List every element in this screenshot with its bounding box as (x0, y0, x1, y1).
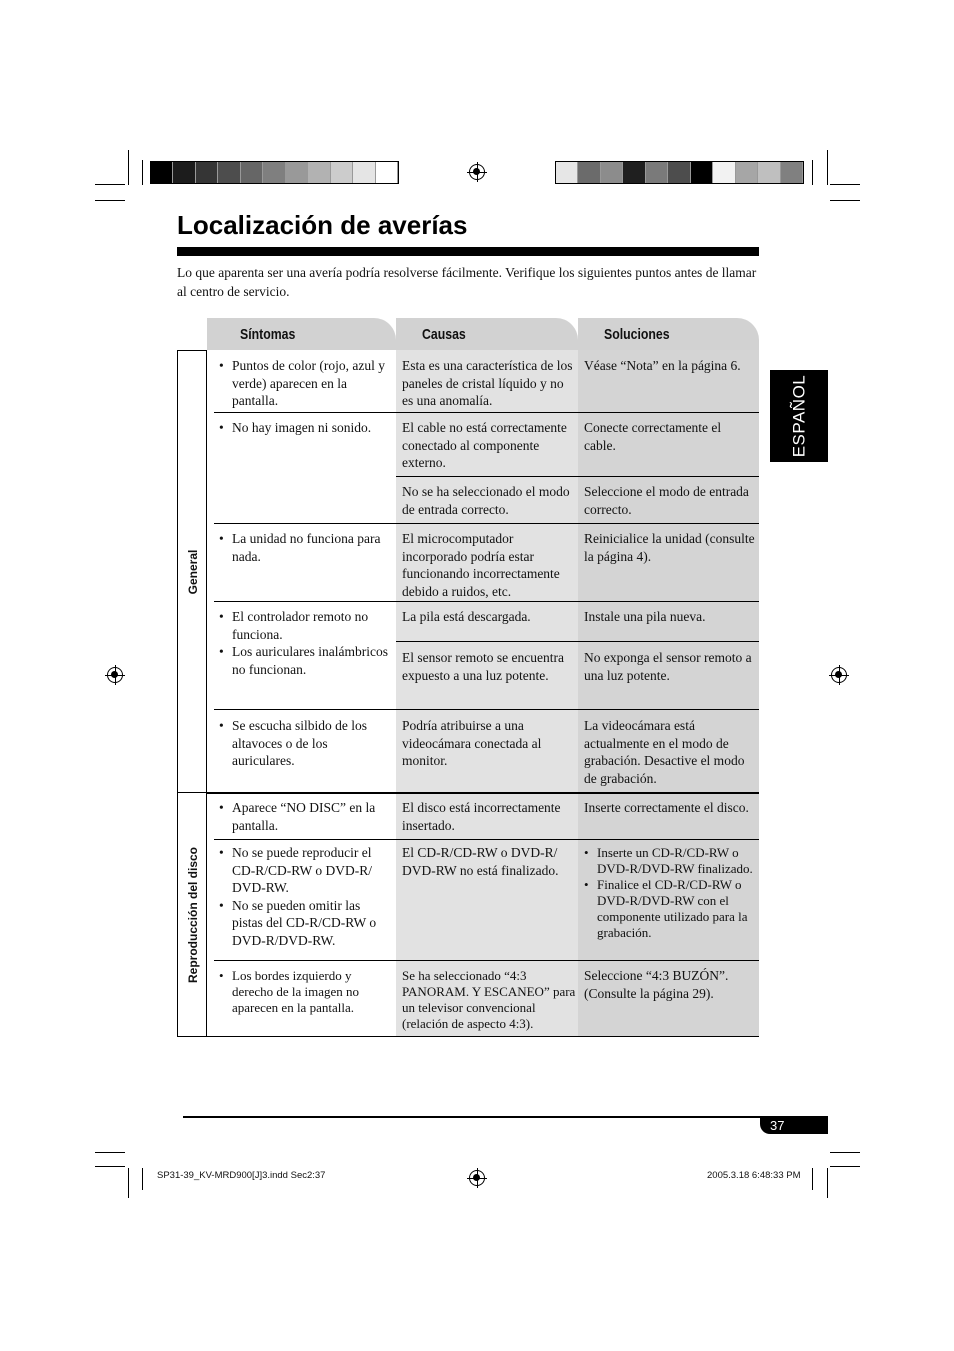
solution-cell: • Inserte un CD-R/CD-RW o DVD-R/DVD-RW finalizado. • Finalice el CD-R/CD-RW o DVD-R/DVD-RW con el componente utilizado para la grabación. (584, 845, 756, 941)
row-separator (214, 960, 759, 961)
table-row: • Aparece “NO DISC” en la pantalla. (219, 799, 389, 834)
color-swatch (263, 162, 285, 183)
cause-cell: Se ha seleccionado “4:3 PANORAM. Y ESCANEO” para un televisor convencional (relación de aspecto 4:3). (402, 968, 576, 1031)
color-swatch (668, 162, 690, 183)
table-row: • El controlador remoto no funciona. • Los auriculares inalámbricos no funcionan. (219, 608, 391, 678)
cause-cell: El CD-R/CD-RW o DVD-R/ DVD-RW no está finalizado. (402, 845, 559, 878)
crop-mark (95, 1166, 125, 1167)
section-general-label: General (186, 549, 200, 595)
cause-cell: El sensor remoto se encuentra expuesto a una luz potente. (402, 650, 564, 683)
color-swatch (781, 162, 803, 183)
solution-cell: Seleccione “4:3 BUZÓN”. (Consulte la página 29). (584, 968, 729, 1001)
title-rule (177, 247, 759, 256)
color-swatch (601, 162, 623, 183)
table-row: • No hay imagen ni sonido. (219, 419, 389, 437)
crop-mark (95, 1152, 125, 1153)
crop-mark (95, 200, 125, 201)
color-swatch (331, 162, 353, 183)
crop-mark (812, 160, 813, 185)
section-general (177, 350, 207, 793)
color-swatch (376, 162, 398, 183)
color-calibration-bar-left (150, 161, 399, 184)
crop-mark (830, 184, 860, 185)
table-bottom-rule (177, 1036, 759, 1037)
row-separator (214, 601, 759, 602)
color-swatch (308, 162, 330, 183)
header-solutions: Soluciones (578, 318, 759, 350)
solution-cell: Seleccione el modo de entrada correcto. (584, 484, 749, 517)
cause-cell: El cable no está correctamente conectado al componente externo. (402, 420, 567, 470)
table-row: • Los bordes izquierdo y derecho de la imagen no aparecen en la pantalla. (219, 968, 391, 1016)
table-row: • La unidad no funciona para nada. (219, 530, 389, 565)
header-causes: Causas (396, 318, 578, 350)
solution-cell: Inserte correctamente el disco. (584, 800, 749, 815)
cause-cell: El microcomputador incorporado podría estar funcionando incorrectamente debido a ruidos, etc. (402, 531, 560, 599)
header-symptoms: Síntomas (207, 318, 396, 350)
section-separator (207, 792, 759, 794)
date-slug: 2005.3.18 6:48:33 PM (707, 1170, 801, 1181)
footer-rule (183, 1116, 828, 1118)
cause-cell: El disco está incorrectamente insertado. (402, 800, 561, 833)
solution-cell: No exponga el sensor remoto a una luz potente. (584, 650, 752, 683)
row-separator (214, 709, 759, 710)
page-title: Localización de averías (177, 210, 468, 240)
color-swatch (286, 162, 308, 183)
crop-mark (830, 1152, 860, 1153)
crop-mark (142, 160, 143, 185)
registration-mark-icon (469, 164, 485, 180)
color-swatch (196, 162, 218, 183)
color-swatch (353, 162, 375, 183)
cause-cell: Esta es una característica de los paneles de cristal líquido y no es una anomalía. (402, 358, 573, 408)
row-separator (396, 641, 759, 642)
color-swatch (173, 162, 195, 183)
color-swatch (736, 162, 758, 183)
cause-cell: Podría atribuirse a una videocámara conectada al monitor. (402, 718, 542, 768)
crop-mark (142, 1168, 143, 1190)
solution-cell: Reinicialice la unidad (consulte la página 4). (584, 531, 755, 564)
cause-cell: No se ha seleccionado el modo de entrada correcto. (402, 484, 570, 517)
color-swatch (578, 162, 600, 183)
color-swatch (241, 162, 263, 183)
solution-cell: Instale una pila nueva. (584, 609, 706, 624)
cause-cell: La pila está descargada. (402, 609, 531, 624)
registration-mark-icon (469, 1170, 485, 1186)
color-swatch (623, 162, 645, 183)
color-swatch (151, 162, 173, 183)
row-separator (214, 523, 759, 524)
row-separator (214, 412, 759, 413)
file-slug: SP31-39_KV-MRD900[J]3.indd Sec2:37 (157, 1170, 326, 1181)
solution-cell: Conecte correctamente el cable. (584, 420, 722, 453)
table-row: • Puntos de color (rojo, azul y verde) aparecen en la pantalla. (219, 357, 389, 410)
row-separator (396, 476, 759, 477)
solution-cell: Véase “Nota” en la página 6. (584, 358, 741, 373)
crop-mark (128, 1168, 129, 1198)
crop-mark (830, 1166, 860, 1167)
table-row: • Se escucha silbido de los altavoces o de los auriculares. (219, 717, 389, 770)
crop-mark (812, 1168, 813, 1190)
crop-mark (95, 184, 125, 185)
section-disc (177, 792, 207, 1037)
table-row: • No se puede reproducir el CD-R/CD-RW o DVD-R/ DVD-RW. • No se pueden omitir las pistas del CD-R/CD-RW o DVD-R/DVD-RW. (219, 844, 391, 949)
language-tab (770, 370, 828, 462)
registration-mark-icon (107, 667, 123, 683)
color-swatch (218, 162, 240, 183)
crop-mark (830, 200, 860, 201)
crop-mark (827, 1168, 828, 1198)
color-swatch (691, 162, 713, 183)
crop-mark (827, 150, 828, 185)
color-swatch (556, 162, 578, 183)
intro-text: Lo que aparenta ser una avería podría resolverse fácilmente. Verifique los siguientes puntos antes de llamar al centro de servicio. (177, 265, 757, 299)
color-swatch (713, 162, 735, 183)
section-disc-label: Reproducción del disco (186, 846, 200, 984)
crop-mark (128, 150, 129, 185)
language-tab-label: ESPAÑOL (789, 374, 808, 458)
registration-mark-icon (831, 667, 847, 683)
page-number: 37 (760, 1118, 828, 1134)
solution-cell: La videocámara está actualmente en el modo de grabación. Desactive el modo de grabación. (584, 718, 745, 786)
row-separator (214, 839, 759, 840)
color-swatch (758, 162, 780, 183)
color-calibration-bar-right (555, 161, 804, 184)
color-swatch (646, 162, 668, 183)
